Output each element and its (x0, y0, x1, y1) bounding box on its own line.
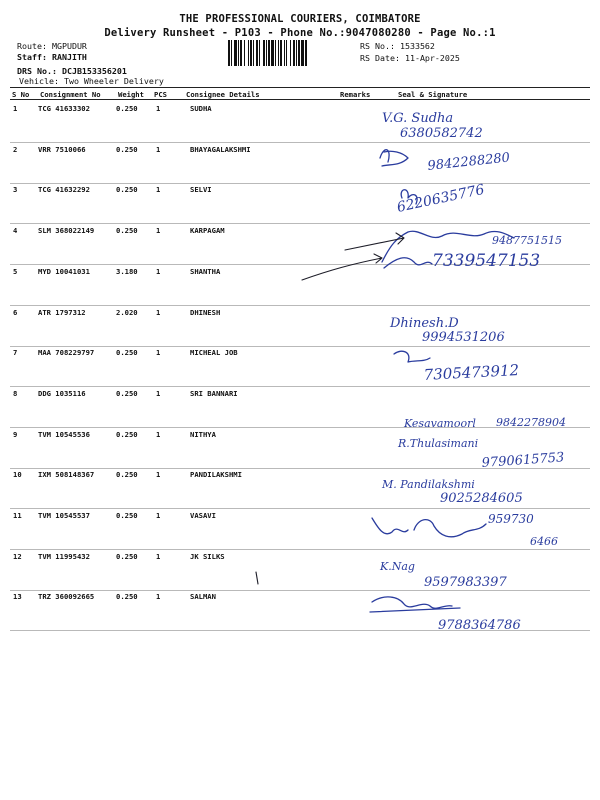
cell-weight: 0.250 (116, 348, 138, 358)
cell-sno: 1 (13, 104, 18, 113)
hw-name-12: K.Nag (380, 560, 415, 573)
cell-consignee: KARPAGAM (190, 226, 225, 236)
cell-consignment: VRR 7510066 (38, 144, 86, 154)
cell-sno: 6 (13, 307, 18, 317)
cell-pcs: 1 (156, 185, 161, 195)
cell-consignment: TVM 10545536 (38, 429, 90, 439)
col-consignee: Consignee Details (186, 90, 260, 99)
rs-number: RS No.: 1533562 (360, 41, 435, 51)
pen-mark-row-12 (256, 572, 258, 584)
cell-sno: 5 (13, 266, 18, 276)
hw-name-8: Kesavamoorl (404, 417, 476, 430)
cell-sno: 4 (13, 226, 18, 236)
hw-phone-11a: 959730 (488, 512, 534, 526)
cell-weight: 0.250 (116, 185, 138, 195)
cell-weight: 0.250 (116, 511, 138, 520)
cell-weight: 3.180 (116, 266, 138, 276)
hw-phone-5: 7339547153 (432, 251, 541, 271)
cell-consignment: ATR 1797312 (38, 307, 86, 317)
cell-sno: 3 (13, 185, 18, 195)
hw-phone-11b: 6466 (530, 535, 558, 548)
cell-consignee: JK SILKS (190, 551, 225, 561)
cell-consignee: MICHEAL JOB (190, 348, 238, 358)
hw-name-6: Dhinesh.D (390, 316, 459, 331)
cell-weight: 2.020 (116, 307, 138, 317)
col-sno: S No (12, 90, 30, 99)
cell-consignee: NITHYA (190, 429, 216, 439)
cell-pcs: 1 (156, 144, 161, 154)
hw-phone-6: 9994531206 (422, 330, 505, 345)
cell-consignment: TCG 41632292 (38, 185, 90, 195)
cell-weight: 0.250 (116, 388, 138, 398)
cell-consignee: SRI BANNARI (190, 388, 238, 398)
hw-phone-3: 6220635776 (395, 181, 486, 216)
hw-phone-1: 6380582742 (400, 126, 483, 141)
cell-consignment: IXM 508148367 (38, 470, 95, 480)
cell-weight: 0.250 (116, 592, 138, 602)
cell-consignment: TVM 10545537 (38, 511, 90, 520)
cell-sno: 2 (13, 144, 18, 154)
hw-name-1: V.G. Sudha (382, 111, 454, 126)
cell-consignment: TVM 11995432 (38, 551, 90, 561)
cell-pcs: 1 (156, 551, 161, 561)
cell-pcs: 1 (156, 470, 161, 480)
drs-number: DRS No.: DCJB153356201 (17, 66, 127, 76)
sig-scribble-7 (394, 351, 430, 362)
cell-pcs: 1 (156, 104, 161, 113)
route-label: Route: MGPUDUR (17, 41, 87, 51)
cell-sno: 8 (13, 388, 18, 398)
hw-phone-8: 9842278904 (496, 416, 566, 429)
cell-consignee: PANDILAKSHMI (190, 470, 242, 480)
hw-phone-13: 9788364786 (438, 618, 521, 633)
cell-pcs: 1 (156, 307, 161, 317)
cell-weight: 0.250 (116, 470, 138, 480)
cell-sno: 9 (13, 429, 18, 439)
cell-pcs: 1 (156, 429, 161, 439)
cell-pcs: 1 (156, 511, 161, 520)
cell-sno: 11 (13, 511, 22, 520)
vehicle-label: Vehicle: Two Wheeler Delivery (19, 76, 164, 86)
cell-consignee: SALMAN (190, 592, 216, 602)
cell-pcs: 1 (156, 388, 161, 398)
cell-weight: 0.250 (116, 551, 138, 561)
col-remarks: Remarks (340, 90, 371, 99)
hw-phone-4: 9487751515 (492, 234, 562, 247)
cell-sno: 13 (13, 592, 22, 602)
sig-scribble-11 (372, 518, 486, 537)
hw-phone-12: 9597983397 (424, 575, 507, 590)
hw-phone-10: 9025284605 (440, 491, 523, 506)
cell-pcs: 1 (156, 348, 161, 358)
rs-date: RS Date: 11-Apr-2025 (360, 53, 460, 63)
col-signature: Seal & Signature (398, 90, 468, 99)
runsheet-title: Delivery Runsheet - P103 - Phone No.:9047080280 - Page No.:1 (104, 27, 496, 39)
cell-pcs: 1 (156, 266, 161, 276)
cell-consignment: MAA 708229797 (38, 348, 95, 358)
cell-weight: 0.250 (116, 226, 138, 236)
hw-name-9: R.Thulasimani (398, 437, 479, 450)
cell-consignment: MYD 10041031 (38, 266, 90, 276)
cell-sno: 10 (13, 470, 22, 480)
sig-scribble-2 (380, 150, 408, 166)
cell-consignment: DDG 1035116 (38, 388, 86, 398)
sig-scribble-5 (384, 258, 432, 268)
cell-weight: 0.250 (116, 144, 138, 154)
hw-name-10: M. Pandilakshmi (382, 478, 475, 491)
cell-consignee: SHANTHA (190, 266, 221, 276)
cell-pcs: 1 (156, 226, 161, 236)
cell-consignee: BHAYAGALAKSHMI (190, 144, 251, 154)
cell-sno: 7 (13, 348, 18, 358)
company-title: THE PROFESSIONAL COURIERS, COIMBATORE (179, 13, 421, 25)
cell-sno: 12 (13, 551, 22, 561)
cell-weight: 0.250 (116, 429, 138, 439)
staff-label: Staff: RANJITH (17, 52, 87, 62)
cell-consignment: TRZ 360092665 (38, 592, 95, 602)
cell-pcs: 1 (156, 592, 161, 602)
cell-consignee: DHINESH (190, 307, 221, 317)
cell-consignment: SLM 368022149 (38, 226, 95, 236)
hw-phone-2: 9842288280 (426, 150, 511, 174)
hw-phone-9: 9790615753 (481, 450, 565, 471)
cell-consignee: SUDHA (190, 104, 212, 113)
cell-consignee: VASAVI (190, 511, 216, 520)
sig-scribble-13 (370, 597, 460, 612)
cell-consignee: SELVI (190, 185, 212, 195)
col-consignment: Consignment No (40, 90, 101, 99)
col-pcs: PCS (154, 90, 167, 99)
hw-phone-7: 7305473912 (423, 361, 520, 384)
cell-weight: 0.250 (116, 104, 138, 113)
cell-consignment: TCG 41633302 (38, 104, 90, 113)
arrow-row-5 (302, 254, 382, 280)
col-weight: Weight (118, 90, 144, 99)
